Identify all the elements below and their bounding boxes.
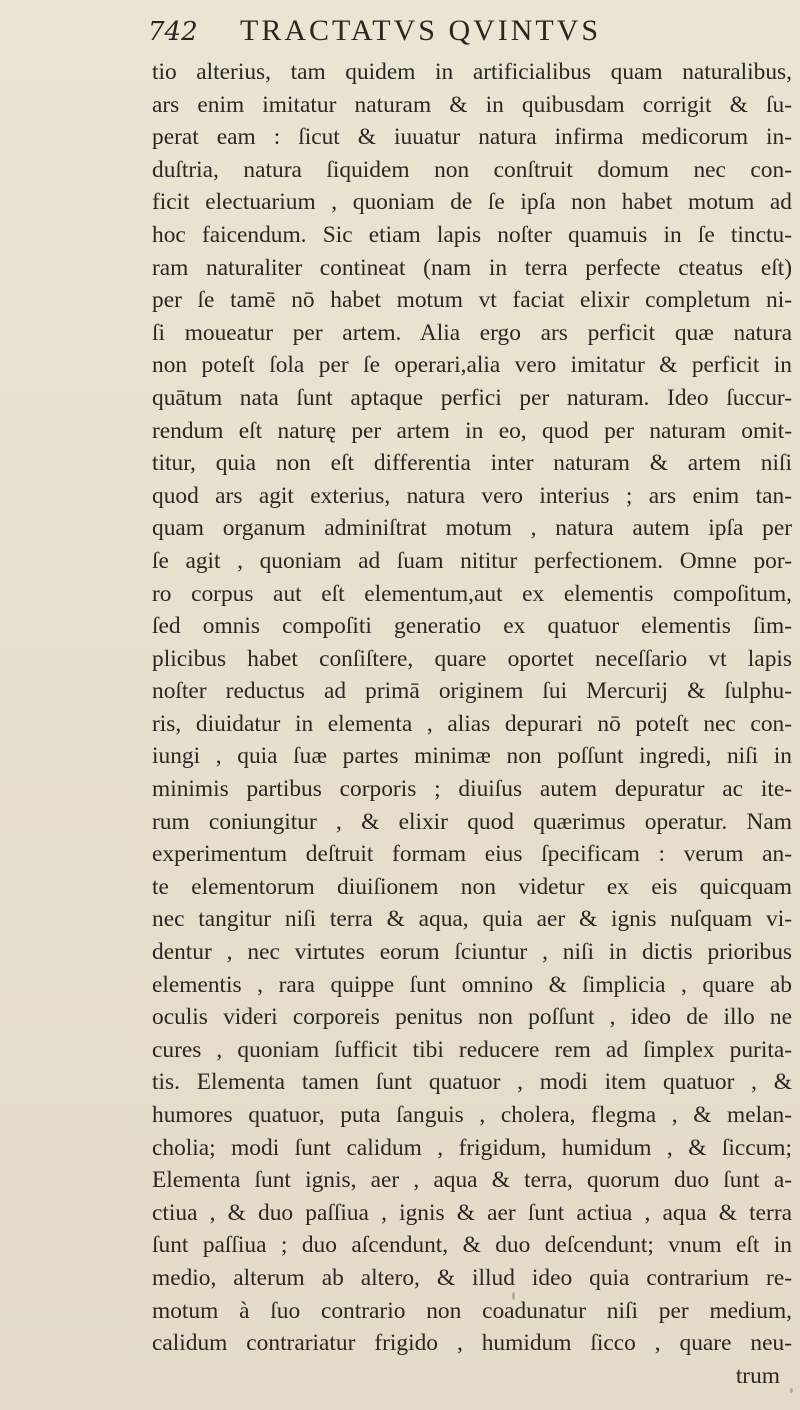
text-line: duſtria, natura ſiquidem non conſtruit domum nec con-: [152, 156, 792, 183]
text-line: oculis videri corporeis penitus non poſſunt , ideo de illo ne: [152, 1004, 792, 1031]
ink-speck: [790, 1388, 793, 1393]
text-line: ſe agit , quoniam ad ſuam nititur perfectionem. Omne por-: [152, 547, 792, 574]
text-line: titur, quia non eſt differentia inter naturam & artem niſi: [152, 450, 792, 477]
text-line: quātum nata ſunt aptaque perfici per naturam. Ideo ſuccur-: [152, 384, 792, 411]
text-line: per ſe tamē nō habet motum vt faciat elixir completum ni-: [152, 287, 792, 314]
text-line: cures , quoniam ſufficit tibi reducere rem ad ſimplex purita-: [152, 1036, 792, 1063]
text-line: perat eam : ſicut & iuuatur natura infirma medicorum in-: [152, 124, 792, 151]
text-line: noſter reductus ad primā originem ſui Mercurij & ſulphu-: [152, 678, 792, 705]
text-line: ctiua , & duo paſſiua , ignis & aer ſunt actiua , aqua & terra: [152, 1199, 792, 1226]
ink-speck: [512, 1292, 515, 1300]
text-line: calidum contrariatur frigido , humidum ſicco , quare neu-: [152, 1330, 792, 1357]
text-line: motum à ſuo contrario non coadunatur niſi per medium,: [152, 1297, 792, 1324]
text-line: plicibus habet conſiſtere, quare oportet neceſſario vt lapis: [152, 645, 792, 672]
text-line: elementis , rara quippe ſunt omnino & ſimplicia , quare ab: [152, 971, 792, 998]
text-line: rendum eſt naturę per artem in eo, quod per naturam omit-: [152, 417, 792, 444]
text-line: ſi moueatur per artem. Alia ergo ars perficit quæ natura: [152, 319, 792, 346]
text-line: tio alterius, tam quidem in artificialibus quam naturalibus,: [152, 59, 792, 85]
text-line: non poteſt ſola per ſe operari,alia vero imitatur & perficit in: [152, 352, 792, 379]
text-line: medio, alterum ab altero, & illud ideo quia contrarium re-: [152, 1264, 792, 1291]
text-line: rum coniungitur , & elixir quod quærimus operatur. Nam: [152, 808, 792, 835]
body-text: [152, 56, 792, 1392]
text-line: dentur , nec virtutes eorum ſciuntur , niſi in dictis prioribus: [152, 939, 792, 966]
text-line: nec tangitur niſi terra & aqua, quia aer & ignis nuſquam vi-: [152, 906, 792, 933]
text-line: tis. Elementa tamen ſunt quatuor , modi item quatuor , &: [152, 1069, 792, 1096]
text-line: experimentum deſtruit formam eius ſpecificam : verum an-: [152, 841, 792, 868]
text-line: quam organum adminiſtrat motum , natura autem ipſa per: [152, 515, 792, 542]
text-line: ars enim imitatur naturam & in quibusdam corrigit & ſu-: [152, 91, 792, 118]
text-line: minimis partibus corporis ; diuiſus autem depuratur ac ite-: [152, 776, 792, 803]
text-line: humores quatuor, puta ſanguis , cholera, flegma , & melan-: [152, 1102, 792, 1128]
text-line: cholia; modi ſunt calidum , frigidum, humidum , & ſiccum;: [152, 1134, 792, 1161]
text-line: quod ars agit exterius, natura vero interius ; ars enim tan-: [152, 482, 792, 509]
text-line: ris, diuidatur in elementa , alias depurari nō poteſt nec con-: [152, 710, 792, 737]
page-number: 742: [148, 17, 198, 47]
text-line: iungi , quia ſuæ partes minimæ non poſſunt ingredi, niſi in: [152, 743, 792, 770]
text-line: ram naturaliter contineat (nam in terra perfecte cteatus eſt): [152, 254, 792, 281]
catchword: trum: [735, 1362, 780, 1389]
text-line: te elementorum diuiſionem non videtur ex eis quicquam: [152, 873, 792, 900]
running-title: TRACTATVS QVINTVS: [240, 14, 602, 47]
text-line: ſed omnis compoſiti generatio ex quatuor elementis ſim-: [152, 613, 792, 640]
text-line: ſunt paſſiua ; duo aſcendunt, & duo deſcendunt; vnum eſt in: [152, 1232, 792, 1259]
text-line: ro corpus aut eſt elementum,aut ex elementis compoſitum,: [152, 580, 792, 607]
ink-speck: [712, 1308, 716, 1312]
text-line: hoc faicendum. Sic etiam lapis noſter quamuis in ſe tinctu-: [152, 221, 792, 248]
running-head: [148, 14, 788, 54]
text-line: Elementa ſunt ignis, aer , aqua & terra, quorum duo ſunt a-: [152, 1167, 792, 1194]
text-line: ficit electuarium , quoniam de ſe ipſa non habet motum ad: [152, 189, 792, 216]
